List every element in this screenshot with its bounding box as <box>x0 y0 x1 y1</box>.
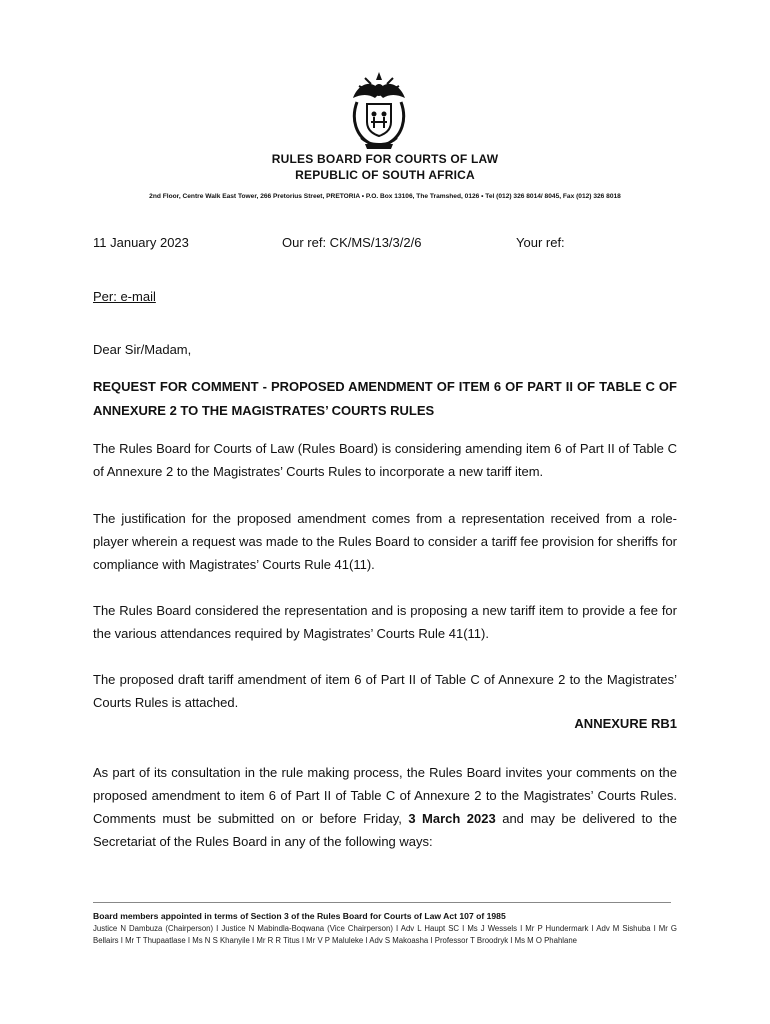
coat-of-arms-icon <box>345 68 413 150</box>
our-reference: Our ref: CK/MS/13/3/2/6 <box>282 235 422 250</box>
annexure-label: ANNEXURE RB1 <box>574 716 677 731</box>
paragraph-3: The Rules Board considered the representation and is proposing a new tariff item to provide a fee for the various attendances required by Magistrates’ Courts Rule 41(11). <box>93 603 677 641</box>
organization-country: REPUBLIC OF SOUTH AFRICA <box>295 168 475 182</box>
organization-name: RULES BOARD FOR COURTS OF LAW <box>271 152 499 166</box>
paragraph-5-text-end: and may be delivered to the Secretariat of the Rules Board in any of the following ways: <box>93 811 677 849</box>
paragraph-1: The Rules Board for Courts of Law (Rules Board) is considering amending item 6 of Part II of Table C of Annexure 2 to the Magistrates’ Courts Rules to incorporate a new tariff item. <box>93 441 677 479</box>
submission-deadline: 3 March 2023 <box>408 811 496 826</box>
paragraph-2: The justification for the proposed amendment comes from a representation received from a role-player wherein a request was made to the Rules Board to consider a tariff fee provision for sheriffs for compliance with Magistrates’ Courts Rule 41(11). <box>93 511 677 572</box>
footer-board-members: Justice N Dambuza (Chairperson) I Justice N Mabindla-Boqwana (Vice Chairperson) I Adv L Haupt SC I Ms J Wessels I Mr P Hundermark I Adv M Sishuba I Mr G Bellairs I Mr T Thupaatlase I Ms N S Khanyile I Mr R R Titus I Mr V P Maluleke I Adv S Makoasha I Professor T Broodryk I Ms M O Phahlane <box>93 924 677 945</box>
footer-title: Board members appointed in terms of Section 3 of the Rules Board for Courts of Law Act 107 of 1985 <box>93 911 506 921</box>
your-reference: Your ref: <box>516 235 565 250</box>
delivery-method: Per: e-mail <box>93 289 156 304</box>
salutation: Dear Sir/Madam, <box>93 342 192 357</box>
paragraph-5 <box>93 761 677 853</box>
letter-date: 11 January 2023 <box>93 235 189 250</box>
footer-divider <box>93 902 671 903</box>
paragraph-4: The proposed draft tariff amendment of item 6 of Part II of Table C of Annexure 2 to the Magistrates’ Courts Rules is attached. <box>93 672 677 710</box>
organization-address: 2nd Floor, Centre Walk East Tower, 266 Pretorius Street, PRETORIA • P.O. Box 13106, The Tramshed, 0126 • Tel (012) 326 8014/ 8045, Fax (012) 326 8018 <box>149 193 621 200</box>
paragraph-5-text-start: As part of its consultation in the rule making process, the Rules Board invites your comments on the proposed amendment to item 6 of Part II of Table C of Annexure 2 to the Magistrates’ Courts Rules. Comments must be submitted on or before Friday, <box>93 765 677 826</box>
letter-subject: REQUEST FOR COMMENT - PROPOSED AMENDMENT OF ITEM 6 OF PART II OF TABLE C OF ANNEXURE 2 TO THE MAGISTRATES’ COURTS RULES <box>93 379 677 418</box>
